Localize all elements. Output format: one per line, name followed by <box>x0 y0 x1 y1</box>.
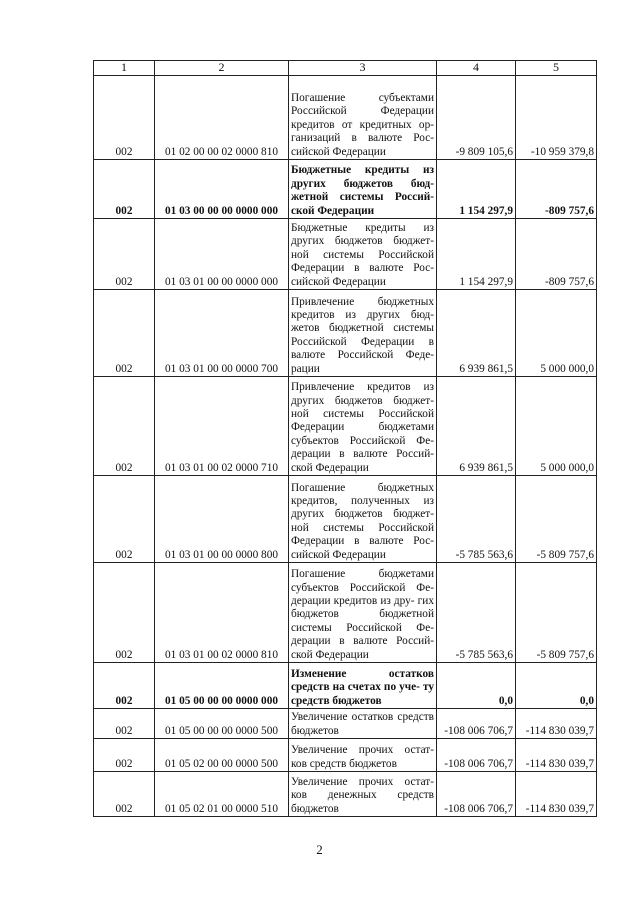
table-header-row <box>94 61 597 76</box>
admin-code-cell: 002 <box>94 709 155 739</box>
amount-year1-cell: 6 939 861,5 <box>437 377 516 476</box>
amount-year2-cell: -114 830 039,7 <box>516 772 597 817</box>
description-cell: Бюджетные кредиты из других бюджетов бюд- жетной системы Россий- ской Федерации <box>289 160 437 219</box>
table-row <box>94 663 597 709</box>
description-cell: Погашение бюджетных кредитов, полученных из других бюджетов бюджет- ной системы Российской Федерации в валюте Рос- сийской Федерации <box>289 476 437 563</box>
description-cell: Увеличение остатков средств бюджетов <box>289 709 437 739</box>
description-cell: Изменение остатков средств на счетах по уче- ту средств бюджетов <box>289 663 437 709</box>
admin-code-cell: 002 <box>94 377 155 476</box>
amount-year1-cell: 6 939 861,5 <box>437 290 516 377</box>
amount-year2-cell: 5 000 000,0 <box>516 377 597 476</box>
table-row <box>94 219 597 290</box>
description-cell: Привлечение бюджетных кредитов из других бюд- жетов бюджетной системы Российской Федерации в валюте Российской Феде- рации <box>289 290 437 377</box>
table-row <box>94 290 597 377</box>
budget-code-cell: 01 05 02 00 00 0000 500 <box>155 739 289 772</box>
amount-year2-cell: -5 809 757,6 <box>516 563 597 663</box>
amount-year1-cell: 1 154 297,9 <box>437 219 516 290</box>
budget-code-cell: 01 03 00 00 00 0000 000 <box>155 160 289 219</box>
page-number: 2 <box>316 842 323 857</box>
table-row <box>94 739 597 772</box>
table-row <box>94 709 597 739</box>
table-row <box>94 476 597 563</box>
description-cell: Увеличение прочих остат- ков денежных средств бюджетов <box>289 772 437 817</box>
admin-code-cell: 002 <box>94 772 155 817</box>
amount-year1-cell: -108 006 706,7 <box>437 772 516 817</box>
table-row <box>94 76 597 160</box>
budget-code-cell: 01 03 01 00 02 0000 810 <box>155 563 289 663</box>
admin-code-cell: 002 <box>94 476 155 563</box>
amount-year2-cell: 0,0 <box>516 663 597 709</box>
budget-sources-table <box>93 60 597 817</box>
amount-year1-cell: -108 006 706,7 <box>437 739 516 772</box>
budget-code-cell: 01 03 01 00 02 0000 710 <box>155 377 289 476</box>
amount-year1-cell: 1 154 297,9 <box>437 160 516 219</box>
table-row <box>94 563 597 663</box>
admin-code-cell: 002 <box>94 290 155 377</box>
description-cell: Бюджетные кредиты из других бюджетов бюджет- ной системы Российской Федерации в валюте Рос- сийской Федерации <box>289 219 437 290</box>
description-cell: Погашение бюджетами субъектов Российской Фе- дерации кредитов из дру- гих бюджетов бюджетной системы Российской Фе- дерации в валюте Россий- ской Федерации <box>289 563 437 663</box>
amount-year2-cell: -114 830 039,7 <box>516 709 597 739</box>
amount-year2-cell: -114 830 039,7 <box>516 739 597 772</box>
amount-year1-cell: -5 785 563,6 <box>437 563 516 663</box>
admin-code-cell: 002 <box>94 663 155 709</box>
amount-year2-cell: -10 959 379,8 <box>516 76 597 160</box>
description-cell: Привлечение кредитов из других бюджетов бюджет- ной системы Российской Федерации бюджетами субъектов Российской Фе- дерации в валюте Россий- ской Федерации <box>289 377 437 476</box>
amount-year1-cell: 0,0 <box>437 663 516 709</box>
column-header-2: 2 <box>155 61 289 76</box>
column-header-1: 1 <box>94 61 155 76</box>
amount-year1-cell: -9 809 105,6 <box>437 76 516 160</box>
budget-code-cell: 01 03 01 00 00 0000 800 <box>155 476 289 563</box>
amount-year2-cell: -809 757,6 <box>516 160 597 219</box>
budget-code-cell: 01 05 02 01 00 0000 510 <box>155 772 289 817</box>
admin-code-cell: 002 <box>94 219 155 290</box>
amount-year1-cell: -5 785 563,6 <box>437 476 516 563</box>
admin-code-cell: 002 <box>94 739 155 772</box>
table-row <box>94 772 597 817</box>
amount-year2-cell: 5 000 000,0 <box>516 290 597 377</box>
table-row <box>94 377 597 476</box>
amount-year1-cell: -108 006 706,7 <box>437 709 516 739</box>
description-cell: Погашение субъектами Российской Федерации кредитов от кредитных ор- ганизаций в валюте Рос- сийской Федерации <box>289 76 437 160</box>
admin-code-cell: 002 <box>94 160 155 219</box>
table-row <box>94 160 597 219</box>
budget-code-cell: 01 05 00 00 00 0000 000 <box>155 663 289 709</box>
description-cell: Увеличение прочих остат- ков средств бюджетов <box>289 739 437 772</box>
budget-code-cell: 01 02 00 00 02 0000 810 <box>155 76 289 160</box>
budget-code-cell: 01 05 00 00 00 0000 500 <box>155 709 289 739</box>
amount-year2-cell: -809 757,6 <box>516 219 597 290</box>
column-header-3: 3 <box>289 61 437 76</box>
budget-code-cell: 01 03 01 00 00 0000 700 <box>155 290 289 377</box>
column-header-5: 5 <box>516 61 597 76</box>
amount-year2-cell: -5 809 757,6 <box>516 476 597 563</box>
admin-code-cell: 002 <box>94 563 155 663</box>
budget-code-cell: 01 03 01 00 00 0000 000 <box>155 219 289 290</box>
admin-code-cell: 002 <box>94 76 155 160</box>
column-header-4: 4 <box>437 61 516 76</box>
